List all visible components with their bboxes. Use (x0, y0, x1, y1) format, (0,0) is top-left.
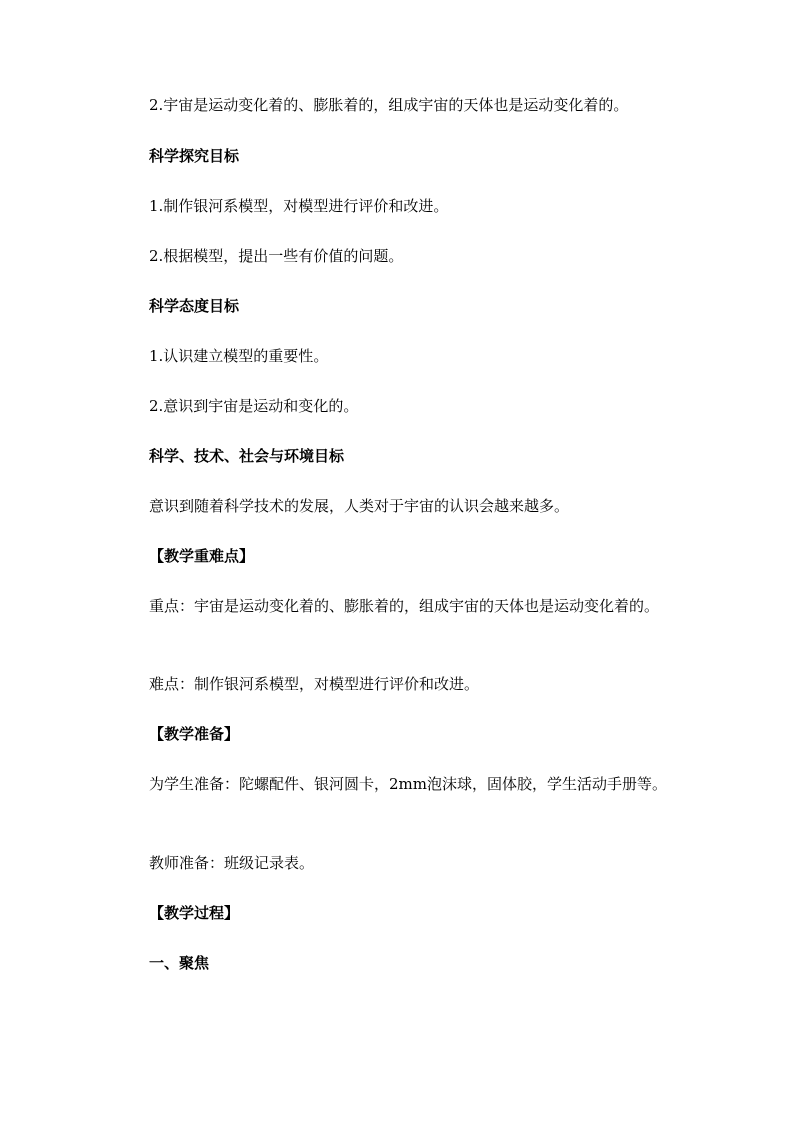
paragraph-inquiry-1: 1.制作银河系模型，对模型进行评价和改进。 (149, 197, 449, 215)
heading-inquiry-goals: 科学探究目标 (149, 147, 240, 165)
heading-key-difficult-points: 【教学重难点】 (149, 547, 255, 565)
heading-attitude-goals: 科学态度目标 (149, 297, 240, 315)
paragraph-key-point: 重点：宇宙是运动变化着的、膨胀着的，组成宇宙的天体也是运动变化着的。 (149, 597, 660, 615)
paragraph-difficult-point: 难点：制作银河系模型，对模型进行评价和改进。 (149, 675, 480, 693)
paragraph-student-prep: 为学生准备：陀螺配件、银河圆卡，2mm泡沫球，固体胶，学生活动手册等。 (149, 775, 667, 793)
paragraph-stse: 意识到随着科学技术的发展，人类对于宇宙的认识会越来越多。 (149, 497, 570, 515)
heading-process: 【教学过程】 (149, 904, 240, 922)
paragraph-goal-2: 2.宇宙是运动变化着的、膨胀着的，组成宇宙的天体也是运动变化着的。 (149, 96, 629, 114)
heading-stse-goals: 科学、技术、社会与环境目标 (149, 447, 345, 465)
heading-focus: 一、聚焦 (149, 954, 210, 972)
paragraph-attitude-1: 1.认识建立模型的重要性。 (149, 347, 329, 365)
paragraph-inquiry-2: 2.根据模型，提出一些有价值的问题。 (149, 247, 404, 265)
paragraph-teacher-prep: 教师准备：班级记录表。 (149, 854, 315, 872)
paragraph-attitude-2: 2.意识到宇宙是运动和变化的。 (149, 397, 359, 415)
heading-preparation: 【教学准备】 (149, 725, 240, 743)
